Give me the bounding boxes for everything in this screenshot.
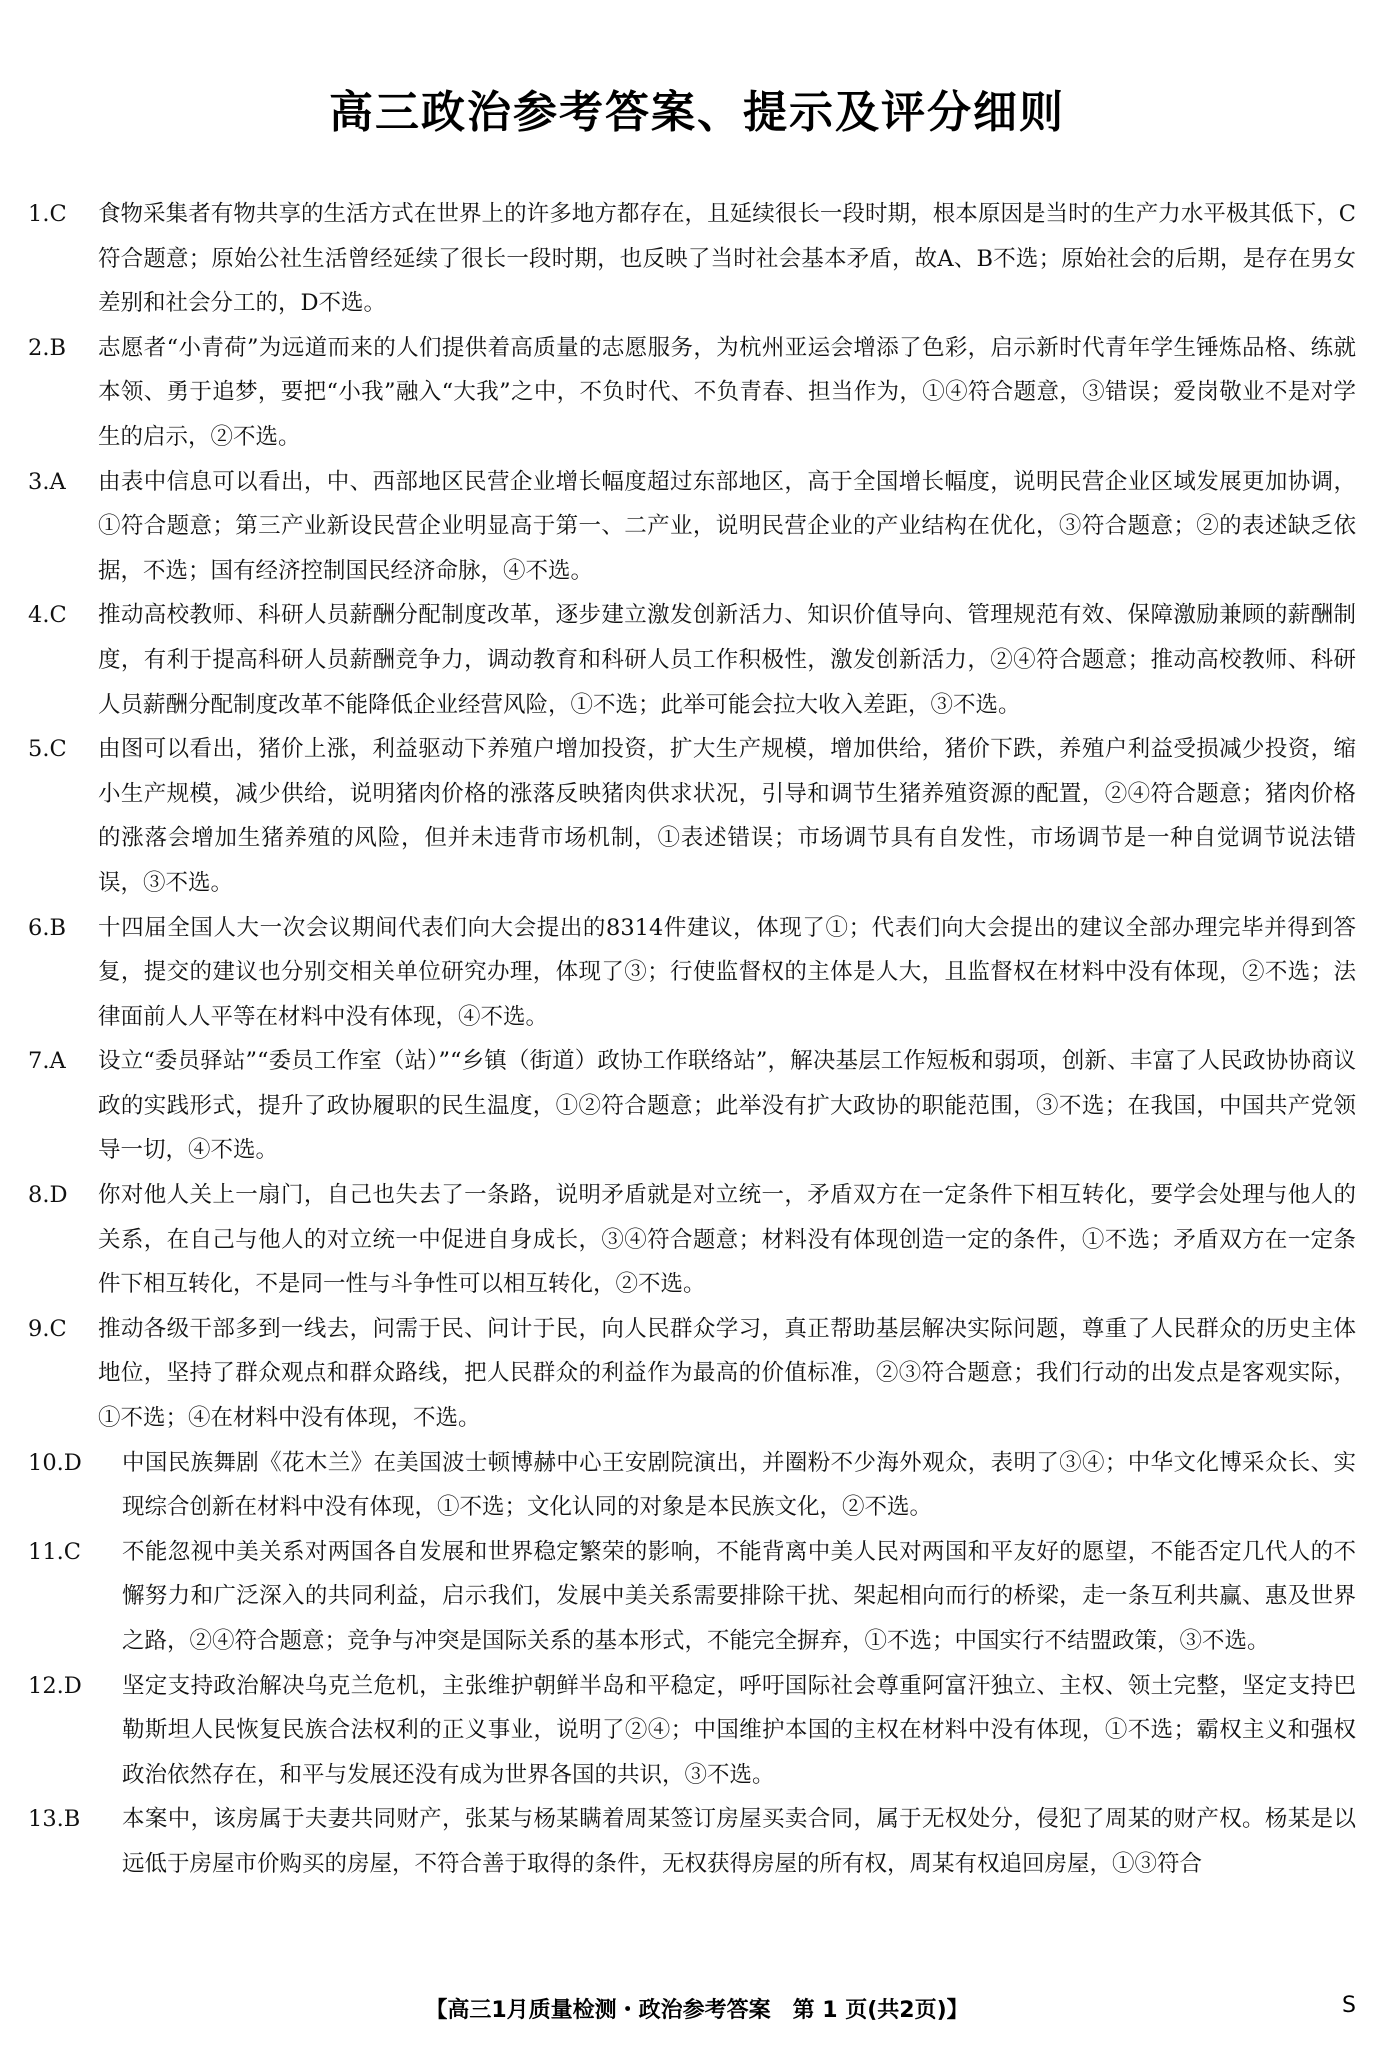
- answer-item: [28, 326, 1356, 460]
- answer-item: [28, 192, 1356, 326]
- answer-number: 8.D: [28, 1182, 68, 1209]
- answer-number: 9.C: [28, 1315, 67, 1342]
- answer-number: 5.C: [28, 736, 67, 763]
- answer-explanation: 食物采集者有物共享的生活方式在世界上的许多地方都存在，且延续很长一段时期，根本原因是当时的生产力水平极其低下，C符合题意；原始公社生活曾经延续了很长一段时期，也反映了当时社会基本矛盾，故A、B不选；原始社会的后期，是存在男女差别和社会分工的，D不选。: [98, 201, 1356, 317]
- answer-item: [28, 906, 1356, 1040]
- answer-number: 4.C: [28, 602, 67, 629]
- answer-item: [28, 1441, 1356, 1530]
- footer-mark: S: [1342, 1993, 1356, 2018]
- answer-item: [28, 1173, 1356, 1307]
- answer-item: [28, 1039, 1356, 1173]
- page-title: 高三政治参考答案、提示及评分细则: [329, 87, 1065, 138]
- answer-item: [28, 460, 1356, 594]
- answer-explanation: 推动高校教师、科研人员薪酬分配制度改革，逐步建立激发创新活力、知识价值导向、管理规范有效、保障激励兼顾的薪酬制度，有利于提高科研人员薪酬竞争力，调动教育和科研人员工作积极性，激发创新活力，②④符合题意；推动高校教师、科研人员薪酬分配制度改革不能降低企业经营风险，①不选；此举可能会拉大收入差距，③不选。: [98, 602, 1356, 718]
- answer-number: 7.A: [28, 1048, 66, 1075]
- answer-number: 12.D: [28, 1672, 82, 1699]
- answer-explanation: 十四届全国人大一次会议期间代表们向大会提出的8314件建议，体现了①；代表们向大会提出的建议全部办理完毕并得到答复，提交的建议也分别交相关单位研究办理，体现了③；行使监督权的主体是人大，且监督权在材料中没有体现，②不选；法律面前人人平等在材料中没有体现，④不选。: [98, 914, 1356, 1030]
- answer-explanation: 设立“委员驿站”“委员工作室（站）”“乡镇（街道）政协工作联络站”，解决基层工作短板和弱项，创新、丰富了人民政协协商议政的实践形式，提升了政协履职的民生温度，①②符合题意；此举没有扩大政协的职能范围，③不选；在我国，中国共产党领导一切，④不选。: [98, 1048, 1356, 1164]
- answer-item: [28, 727, 1356, 905]
- answer-explanation: 坚定支持政治解决乌克兰危机，主张维护朝鲜半岛和平稳定，呼吁国际社会尊重阿富汗独立、主权、领土完整，坚定支持巴勒斯坦人民恢复民族合法权利的正义事业，说明了②④；中国维护本国的主权在材料中没有体现，①不选；霸权主义和强权政治依然存在，和平与发展还没有成为世界各国的共识，③不选。: [122, 1672, 1356, 1788]
- answer-explanation: 本案中，该房属于夫妻共同财产，张某与杨某瞒着周某签订房屋买卖合同，属于无权处分，侵犯了周某的财产权。杨某是以远低于房屋市价购买的房屋，不符合善于取得的条件，无权获得房屋的所有权，周某有权追回房屋，①③符合: [122, 1806, 1356, 1877]
- answer-explanation: 不能忽视中美关系对两国各自发展和世界稳定繁荣的影响，不能背离中美人民对两国和平友好的愿望，不能否定几代人的不懈努力和广泛深入的共同利益，启示我们，发展中美关系需要排除干扰、架起相向而行的桥梁，走一条互利共赢、惠及世界之路，②④符合题意；竞争与冲突是国际关系的基本形式，不能完全摒弃，①不选；中国实行不结盟政策，③不选。: [122, 1538, 1356, 1654]
- answer-number: 10.D: [28, 1449, 82, 1476]
- answer-explanation: 你对他人关上一扇门，自己也失去了一条路，说明矛盾就是对立统一，矛盾双方在一定条件下相互转化，要学会处理与他人的关系，在自己与他人的对立统一中促进自身成长，③④符合题意；材料没有体现创造一定的条件，①不选；矛盾双方在一定条件下相互转化，不是同一性与斗争性可以相互转化，②不选。: [98, 1182, 1356, 1298]
- answer-item: [28, 1530, 1356, 1664]
- answer-explanation: 由表中信息可以看出，中、西部地区民营企业增长幅度超过东部地区，高于全国增长幅度，说明民营企业区域发展更加协调，①符合题意；第三产业新设民营企业明显高于第一、二产业，说明民营企业的产业结构在优化，③符合题意；②的表述缺乏依据，不选；国有经济控制国民经济命脉，④不选。: [98, 468, 1356, 584]
- answer-item: [28, 1307, 1356, 1441]
- answer-explanation: 中国民族舞剧《花木兰》在美国波士顿博赫中心王安剧院演出，并圈粉不少海外观众，表明了③④；中华文化博采众长、实现综合创新在材料中没有体现，①不选；文化认同的对象是本民族文化，②不选。: [122, 1449, 1356, 1521]
- answer-item: [28, 593, 1356, 727]
- answer-explanation: 推动各级干部多到一线去，问需于民、问计于民，向人民群众学习，真正帮助基层解决实际问题，尊重了人民群众的历史主体地位，坚持了群众观点和群众路线，把人民群众的利益作为最高的价值标准，②③符合题意；我们行动的出发点是客观实际，①不选；④在材料中没有体现，不选。: [98, 1315, 1356, 1432]
- page-footer: 【高三1月质量检测・政治参考答案 第 1 页(共2页)】: [425, 1998, 969, 2023]
- answer-item: [28, 1664, 1356, 1798]
- answer-item: [28, 1797, 1356, 1886]
- answer-number: 3.A: [28, 468, 66, 495]
- answer-explanation: 志愿者“小青荷”为远道而来的人们提供着高质量的志愿服务，为杭州亚运会增添了色彩，启示新时代青年学生锤炼品格、练就本领、勇于追梦，要把“小我”融入“大我”之中，不负时代、不负青春、担当作为，①④符合题意，③错误；爱岗敬业不是对学生的启示，②不选。: [98, 334, 1356, 450]
- answer-number: 1.C: [28, 201, 67, 227]
- answer-number: 11.C: [28, 1538, 81, 1565]
- answer-explanation: 由图可以看出，猪价上涨，利益驱动下养殖户增加投资，扩大生产规模，增加供给，猪价下跌，养殖户利益受损减少投资，缩小生产规模，减少供给，说明猪肉价格的涨落反映猪肉供求状况，引导和调节生猪养殖资源的配置，②④符合题意；猪肉价格的涨落会增加生猪养殖的风险，但并未违背市场机制，①表述错误；市场调节具有自发性，市场调节是一种自觉调节说法错误，③不选。: [98, 736, 1356, 896]
- answer-list: [28, 192, 1356, 1887]
- answer-number: 6.B: [28, 914, 67, 941]
- answer-number: 13.B: [28, 1806, 81, 1833]
- answer-number: 2.B: [28, 334, 67, 361]
